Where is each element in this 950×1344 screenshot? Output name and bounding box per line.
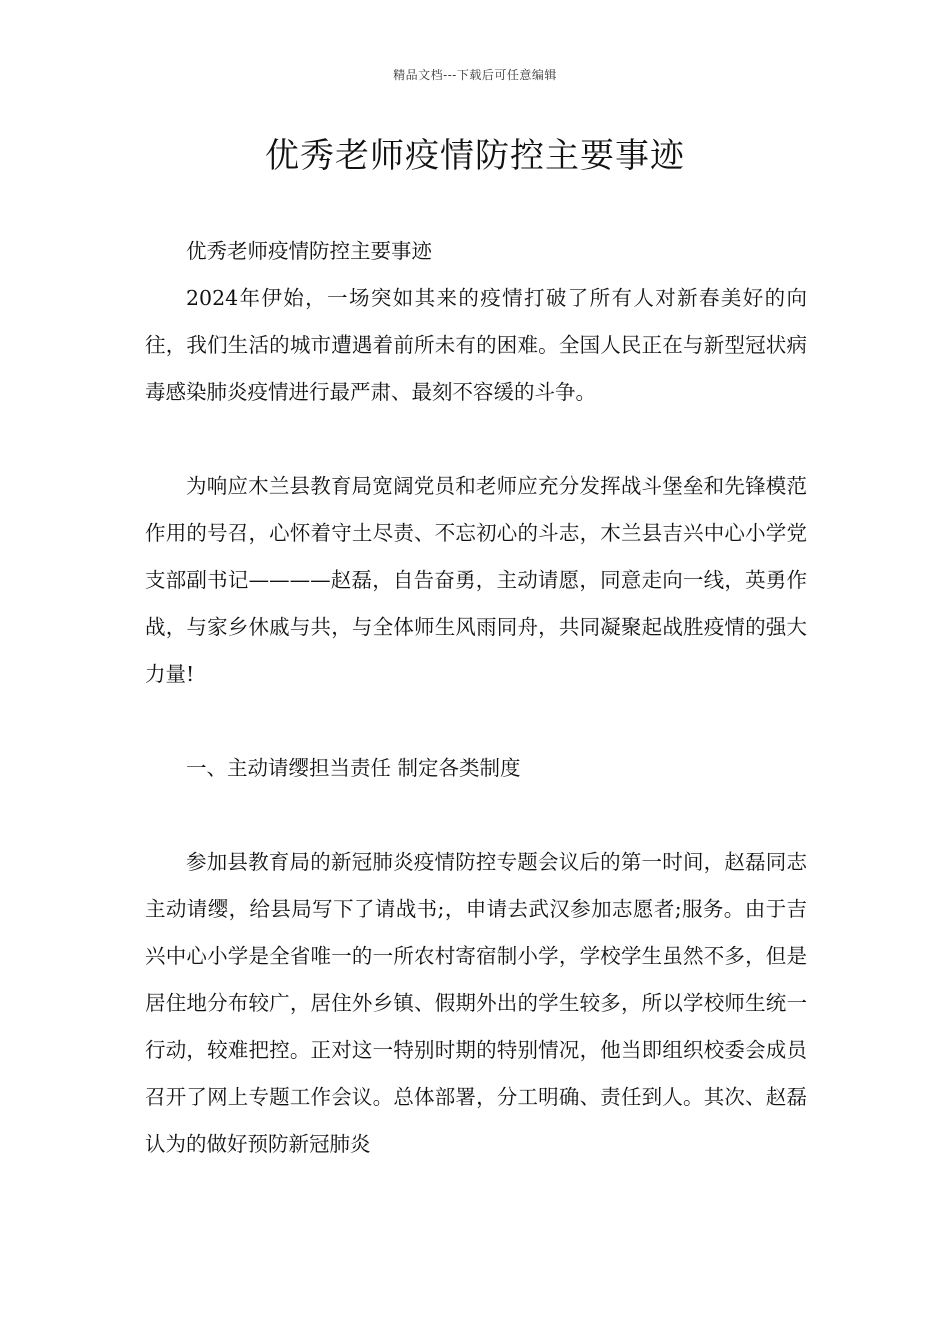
paragraph-section-1: 参加县教育局的新冠肺炎疫情防控专题会议后的第一时间，赵磊同志主动请缨，给县局写下了请战书;，申请去武汉参加志愿者;服务。由于吉兴中心小学是全省唯一的一所农村寄宿制小学，学校学生虽然不多，但是居住地分布较广，居住外乡镇、假期外出的学生较多，所以学校师生统一行动，较难把控。正对这一特别时期的特别情况，他当即组织校委会成员召开了网上专题工作会议。总体部署，分工明确、责任到人。其次、赵磊认为的做好预防新冠肺炎: [145, 850, 807, 1156]
document-body: [145, 228, 807, 1168]
document-title: 优秀老师疫情防控主要事迹: [265, 136, 685, 176]
paragraph-spacer: [145, 792, 807, 839]
paragraph-response: 为响应木兰县教育局宽阔党员和老师应充分发挥战斗堡垒和先锋模范作用的号召，心怀着守土尽责、不忘初心的斗志，木兰县吉兴中心小学党支部副书记————赵磊，自告奋勇，主动请愿，同意走向一线，英勇作战，与家乡休戚与共，与全体师生风雨同舟，共同凝聚起战胜疫情的强大力量!: [145, 474, 807, 686]
section-heading: 一、主动请缨担当责任 制定各类制度: [186, 756, 521, 780]
header-note: 精品文档---下载后可任意编辑: [393, 68, 557, 82]
paragraph-spacer: [145, 416, 807, 463]
paragraph-subtitle: 优秀老师疫情防控主要事迹: [186, 239, 432, 263]
paragraph-spacer: [145, 698, 807, 745]
paragraph-intro: 2024年伊始，一场突如其来的疫情打破了所有人对新春美好的向往，我们生活的城市遭遇着前所未有的困难。全国人民正在与新型冠状病毒感染肺炎疫情进行最严肃、最刻不容缓的斗争。: [145, 286, 807, 404]
